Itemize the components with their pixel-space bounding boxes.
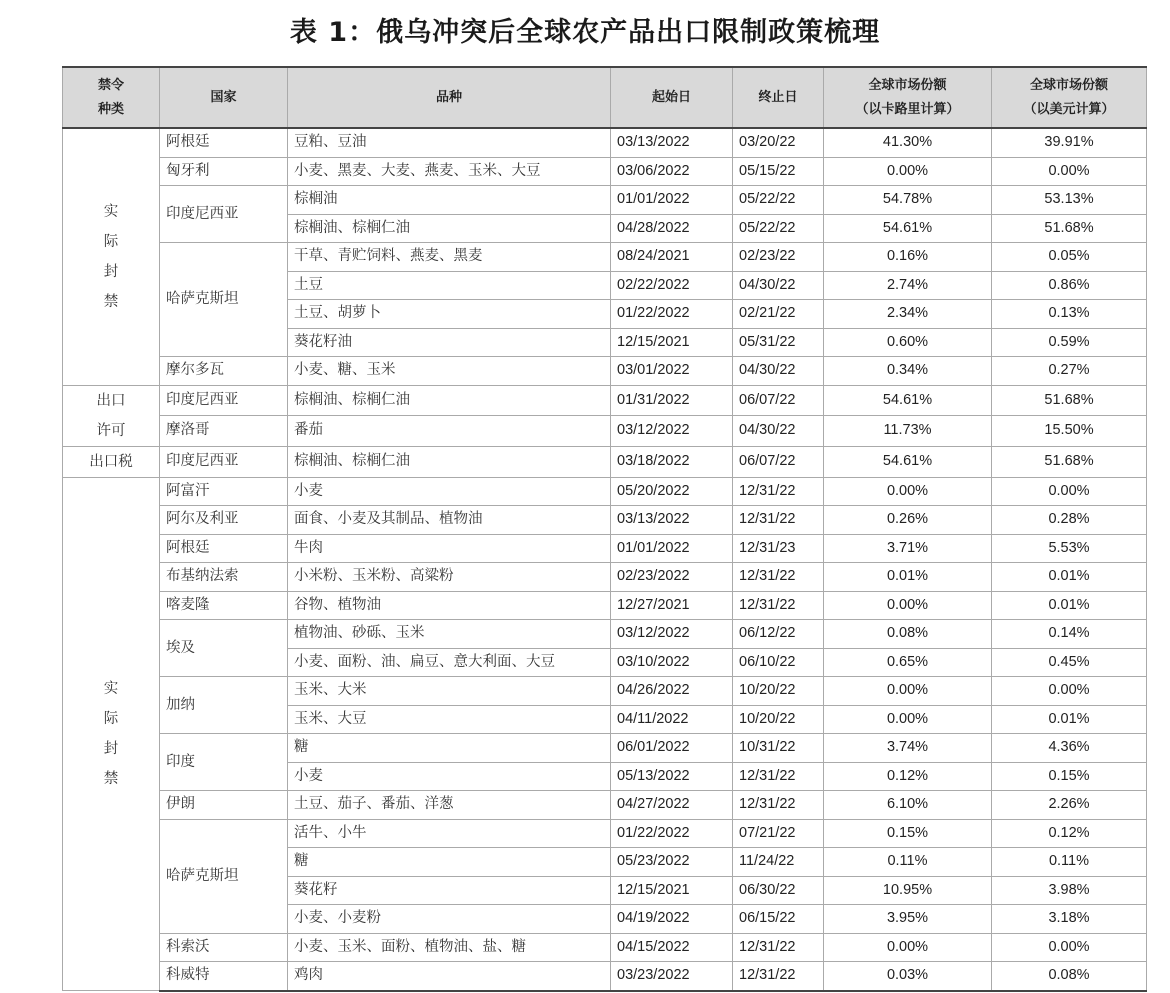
start-date-cell: 03/13/2022 [611,128,733,157]
product-cell: 棕榈油、棕榈仁油 [288,446,611,477]
start-date-cell: 01/22/2022 [611,300,733,329]
product-cell: 土豆 [288,271,611,300]
table-row [63,563,1147,592]
end-date-cell: 12/31/22 [733,791,824,820]
end-date-cell: 12/31/23 [733,534,824,563]
share-usd-cell: 0.01% [992,705,1147,734]
product-cell: 棕榈油、棕榈仁油 [288,214,611,243]
start-date-cell: 03/06/2022 [611,157,733,186]
share-usd-cell: 51.68% [992,446,1147,477]
category-label: 出口 许可 [96,392,126,439]
header-row [63,67,1147,128]
table-row [63,506,1147,535]
share-kcal-cell: 10.95% [824,876,992,905]
country-cell: 印度 [160,734,288,791]
product-cell: 小米粉、玉米粉、高粱粉 [288,563,611,592]
product-cell: 豆粕、豆油 [288,128,611,157]
share-kcal-cell: 0.08% [824,620,992,649]
share-usd-cell: 53.13% [992,186,1147,215]
end-date-cell: 07/21/22 [733,819,824,848]
start-date-cell: 08/24/2021 [611,243,733,272]
share-usd-cell: 0.59% [992,328,1147,357]
start-date-cell: 01/01/2022 [611,186,733,215]
share-usd-cell: 0.27% [992,357,1147,386]
share-kcal-cell: 0.26% [824,506,992,535]
header-product: 品种 [288,67,611,128]
header-category-line2: 种类 [97,101,124,117]
country-cell: 阿根廷 [160,128,288,157]
policy-table [62,66,1147,992]
end-date-cell: 12/31/22 [733,762,824,791]
share-usd-cell: 0.15% [992,762,1147,791]
share-kcal-cell: 0.60% [824,328,992,357]
header-share-kcal-line1: 全球市场份额 [868,77,947,93]
table-row [63,186,1147,215]
share-usd-cell: 3.98% [992,876,1147,905]
start-date-cell: 03/12/2022 [611,416,733,447]
share-usd-cell: 0.28% [992,506,1147,535]
start-date-cell: 03/10/2022 [611,648,733,677]
country-cell: 布基纳法索 [160,563,288,592]
share-kcal-cell: 0.00% [824,705,992,734]
table-row [63,677,1147,706]
share-kcal-cell: 0.00% [824,677,992,706]
category-label: 实 际 封 禁 [103,203,119,310]
start-date-cell: 03/01/2022 [611,357,733,386]
share-usd-cell: 0.13% [992,300,1147,329]
category-cell [63,128,160,385]
start-date-cell: 01/22/2022 [611,819,733,848]
start-date-cell: 04/27/2022 [611,791,733,820]
start-date-cell: 03/13/2022 [611,506,733,535]
end-date-cell: 04/30/22 [733,416,824,447]
product-cell: 小麦 [288,762,611,791]
product-cell: 棕榈油 [288,186,611,215]
share-kcal-cell: 54.61% [824,385,992,416]
end-date-cell: 02/21/22 [733,300,824,329]
share-usd-cell: 0.05% [992,243,1147,272]
country-cell: 阿根廷 [160,534,288,563]
product-cell: 玉米、大豆 [288,705,611,734]
table-row [63,791,1147,820]
product-cell: 小麦、黑麦、大麦、燕麦、玉米、大豆 [288,157,611,186]
end-date-cell: 06/12/22 [733,620,824,649]
product-cell: 糖 [288,848,611,877]
share-kcal-cell: 0.12% [824,762,992,791]
share-kcal-cell: 0.65% [824,648,992,677]
share-usd-cell: 0.01% [992,563,1147,592]
country-cell: 哈萨克斯坦 [160,243,288,357]
table-row [63,243,1147,272]
end-date-cell: 06/07/22 [733,446,824,477]
product-cell: 棕榈油、棕榈仁油 [288,385,611,416]
share-kcal-cell: 0.15% [824,819,992,848]
country-cell: 伊朗 [160,791,288,820]
share-kcal-cell: 0.00% [824,933,992,962]
start-date-cell: 03/18/2022 [611,446,733,477]
header-category [63,67,160,128]
share-kcal-cell: 0.16% [824,243,992,272]
start-date-cell: 05/23/2022 [611,848,733,877]
product-cell: 葵花籽油 [288,328,611,357]
share-kcal-cell: 41.30% [824,128,992,157]
table-row [63,128,1147,157]
end-date-cell: 10/20/22 [733,705,824,734]
end-date-cell: 04/30/22 [733,357,824,386]
table-row [63,591,1147,620]
table-row [63,933,1147,962]
end-date-cell: 06/15/22 [733,905,824,934]
product-cell: 鸡肉 [288,962,611,991]
share-usd-cell: 5.53% [992,534,1147,563]
share-kcal-cell: 0.01% [824,563,992,592]
table-row [63,446,1147,477]
end-date-cell: 03/20/22 [733,128,824,157]
start-date-cell: 04/19/2022 [611,905,733,934]
share-kcal-cell: 0.34% [824,357,992,386]
start-date-cell: 04/28/2022 [611,214,733,243]
end-date-cell: 11/24/22 [733,848,824,877]
share-usd-cell: 0.14% [992,620,1147,649]
end-date-cell: 04/30/22 [733,271,824,300]
end-date-cell: 12/31/22 [733,563,824,592]
start-date-cell: 12/15/2021 [611,328,733,357]
share-kcal-cell: 0.00% [824,157,992,186]
start-date-cell: 03/23/2022 [611,962,733,991]
end-date-cell: 12/31/22 [733,962,824,991]
table-row [63,819,1147,848]
table-row [63,357,1147,386]
end-date-cell: 10/20/22 [733,677,824,706]
table-row [63,385,1147,416]
share-usd-cell: 4.36% [992,734,1147,763]
product-cell: 干草、青贮饲料、燕麦、黑麦 [288,243,611,272]
share-kcal-cell: 6.10% [824,791,992,820]
share-usd-cell: 2.26% [992,791,1147,820]
country-cell: 科威特 [160,962,288,991]
start-date-cell: 04/26/2022 [611,677,733,706]
end-date-cell: 05/15/22 [733,157,824,186]
product-cell: 小麦、玉米、面粉、植物油、盐、糖 [288,933,611,962]
product-cell: 糖 [288,734,611,763]
end-date-cell: 10/31/22 [733,734,824,763]
share-kcal-cell: 54.78% [824,186,992,215]
end-date-cell: 12/31/22 [733,506,824,535]
start-date-cell: 03/12/2022 [611,620,733,649]
share-kcal-cell: 0.11% [824,848,992,877]
page-title: 表 1：俄乌冲突后全球农产品出口限制政策梳理 [289,17,881,48]
country-cell: 印度尼西亚 [160,446,288,477]
end-date-cell: 06/07/22 [733,385,824,416]
start-date-cell: 04/15/2022 [611,933,733,962]
share-usd-cell: 15.50% [992,416,1147,447]
category-cell [63,477,160,991]
product-cell: 土豆、胡萝卜 [288,300,611,329]
table-row [63,534,1147,563]
table-row [63,157,1147,186]
table-row [63,962,1147,991]
product-cell: 植物油、砂砾、玉米 [288,620,611,649]
country-cell: 加纳 [160,677,288,734]
category-label: 出口税 [89,453,133,470]
share-usd-cell: 0.00% [992,677,1147,706]
country-cell: 匈牙利 [160,157,288,186]
share-usd-cell: 0.00% [992,477,1147,506]
share-usd-cell: 0.86% [992,271,1147,300]
product-cell: 小麦、小麦粉 [288,905,611,934]
product-cell: 小麦、面粉、油、扁豆、意大利面、大豆 [288,648,611,677]
country-cell: 阿富汗 [160,477,288,506]
end-date-cell: 05/22/22 [733,214,824,243]
country-cell: 印度尼西亚 [160,385,288,416]
table-row [63,416,1147,447]
end-date-cell: 12/31/22 [733,933,824,962]
product-cell: 活牛、小牛 [288,819,611,848]
header-share-kcal-line2: （以卡路里计算） [855,101,960,117]
table-row [63,477,1147,506]
category-cell [63,446,160,477]
share-usd-cell: 0.00% [992,157,1147,186]
header-end-date: 终止日 [733,67,824,128]
country-cell: 摩洛哥 [160,416,288,447]
share-usd-cell: 0.11% [992,848,1147,877]
country-cell: 印度尼西亚 [160,186,288,243]
country-cell: 喀麦隆 [160,591,288,620]
product-cell: 小麦、糖、玉米 [288,357,611,386]
start-date-cell: 01/31/2022 [611,385,733,416]
share-usd-cell: 0.00% [992,933,1147,962]
country-cell: 阿尔及利亚 [160,506,288,535]
share-usd-cell: 0.08% [992,962,1147,991]
product-cell: 牛肉 [288,534,611,563]
product-cell: 葵花籽 [288,876,611,905]
share-kcal-cell: 3.74% [824,734,992,763]
share-kcal-cell: 54.61% [824,446,992,477]
share-usd-cell: 3.18% [992,905,1147,934]
header-start-date: 起始日 [611,67,733,128]
end-date-cell: 06/10/22 [733,648,824,677]
header-country: 国家 [160,67,288,128]
category-label: 实 际 封 禁 [103,680,119,787]
share-kcal-cell: 11.73% [824,416,992,447]
country-cell: 埃及 [160,620,288,677]
product-cell: 小麦 [288,477,611,506]
start-date-cell: 02/23/2022 [611,563,733,592]
product-cell: 谷物、植物油 [288,591,611,620]
header-share-usd [992,67,1147,128]
end-date-cell: 02/23/22 [733,243,824,272]
share-usd-cell: 51.68% [992,385,1147,416]
share-usd-cell: 0.01% [992,591,1147,620]
share-usd-cell: 39.91% [992,128,1147,157]
end-date-cell: 12/31/22 [733,477,824,506]
header-share-usd-line2: （以美元计算） [1023,101,1115,117]
share-kcal-cell: 54.61% [824,214,992,243]
share-usd-cell: 0.12% [992,819,1147,848]
share-kcal-cell: 3.71% [824,534,992,563]
share-kcal-cell: 0.00% [824,591,992,620]
start-date-cell: 12/15/2021 [611,876,733,905]
share-kcal-cell: 2.74% [824,271,992,300]
product-cell: 番茄 [288,416,611,447]
start-date-cell: 01/01/2022 [611,534,733,563]
header-category-line1: 禁令 [97,77,124,93]
country-cell: 摩尔多瓦 [160,357,288,386]
share-kcal-cell: 3.95% [824,905,992,934]
share-kcal-cell: 0.00% [824,477,992,506]
end-date-cell: 12/31/22 [733,591,824,620]
share-kcal-cell: 0.03% [824,962,992,991]
header-share-kcal [824,67,992,128]
start-date-cell: 05/13/2022 [611,762,733,791]
end-date-cell: 05/22/22 [733,186,824,215]
start-date-cell: 02/22/2022 [611,271,733,300]
start-date-cell: 06/01/2022 [611,734,733,763]
product-cell: 土豆、茄子、番茄、洋葱 [288,791,611,820]
share-usd-cell: 51.68% [992,214,1147,243]
product-cell: 玉米、大米 [288,677,611,706]
header-share-usd-line1: 全球市场份额 [1029,77,1108,93]
start-date-cell: 05/20/2022 [611,477,733,506]
start-date-cell: 04/11/2022 [611,705,733,734]
category-cell [63,385,160,446]
table-body [63,128,1147,991]
product-cell: 面食、小麦及其制品、植物油 [288,506,611,535]
end-date-cell: 05/31/22 [733,328,824,357]
end-date-cell: 06/30/22 [733,876,824,905]
share-usd-cell: 0.45% [992,648,1147,677]
country-cell: 哈萨克斯坦 [160,819,288,933]
start-date-cell: 12/27/2021 [611,591,733,620]
table-row [63,734,1147,763]
country-cell: 科索沃 [160,933,288,962]
share-kcal-cell: 2.34% [824,300,992,329]
table-row [63,620,1147,649]
